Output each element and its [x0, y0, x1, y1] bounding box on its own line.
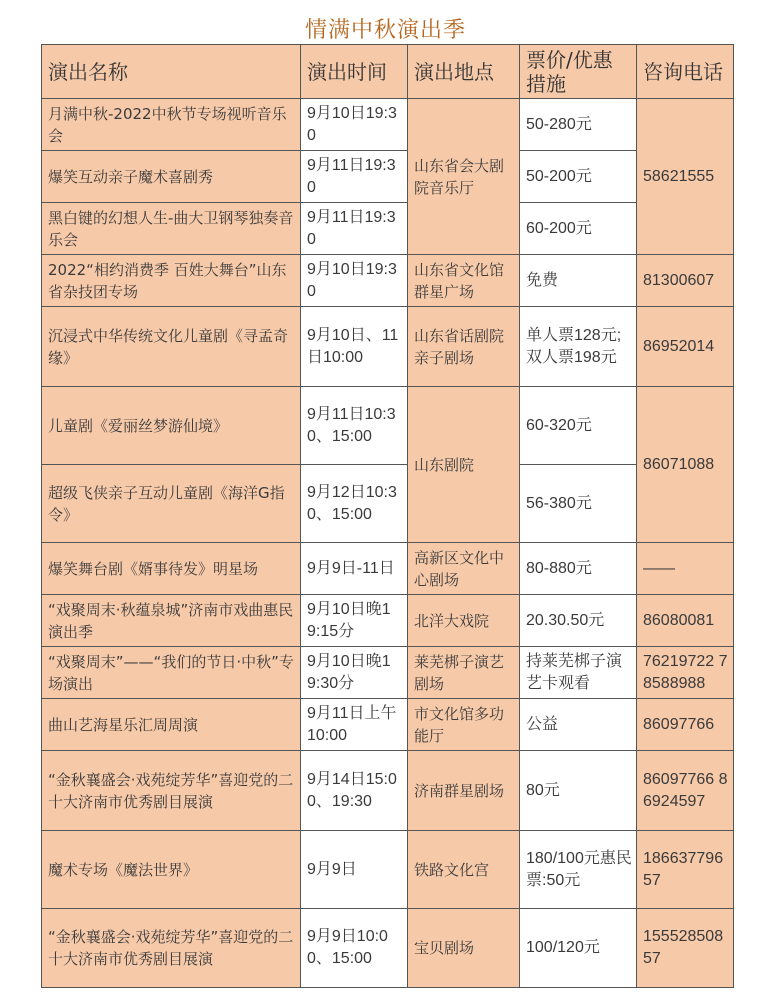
- show-name: 爆笑舞台剧《婿事待发》明星场: [42, 543, 301, 595]
- show-price: 50-280元: [520, 99, 637, 151]
- show-time: 9月11日10:30、15:00: [301, 387, 408, 465]
- show-phone: ——: [637, 543, 734, 595]
- show-name: 超级飞侠亲子互动儿童剧《海洋G指令》: [42, 465, 301, 543]
- table-row: [42, 307, 734, 387]
- show-phone: 81300607: [637, 255, 734, 307]
- table-row: [42, 909, 734, 988]
- show-name: 2022“相约消费季 百姓大舞台”山东省杂技团专场: [42, 255, 301, 307]
- show-price: 单人票128元;双人票198元: [520, 307, 637, 387]
- table-row: [42, 543, 734, 595]
- show-price: 持莱芜梆子演艺卡观看: [520, 647, 637, 699]
- show-time: 9月11日19:30: [301, 151, 408, 203]
- show-name: 黑白键的幻想人生-曲大卫钢琴独奏音乐会: [42, 203, 301, 255]
- show-phone: 18663779657: [637, 831, 734, 909]
- show-venue: 铁路文化宫: [408, 831, 520, 909]
- show-venue: 市文化馆多功能厅: [408, 699, 520, 751]
- show-price: 20.30.50元: [520, 595, 637, 647]
- table-row: [42, 595, 734, 647]
- show-name: 沉浸式中华传统文化儿童剧《寻孟奇缘》: [42, 307, 301, 387]
- show-name: 魔术专场《魔法世界》: [42, 831, 301, 909]
- show-time: 9月9日-11日: [301, 543, 408, 595]
- show-venue: 山东剧院: [408, 387, 520, 543]
- header-time: 演出时间: [301, 45, 408, 99]
- show-phone: 15552850857: [637, 909, 734, 988]
- table-row: [42, 151, 734, 203]
- show-phone: 76219722 78588988: [637, 647, 734, 699]
- table-row: [42, 699, 734, 751]
- show-venue: 山东省会大剧院音乐厅: [408, 99, 520, 255]
- table-row: [42, 647, 734, 699]
- show-venue: 北洋大戏院: [408, 595, 520, 647]
- show-venue: 山东省话剧院亲子剧场: [408, 307, 520, 387]
- page-title: 情满中秋演出季: [304, 18, 466, 43]
- show-phone: 58621555: [637, 99, 734, 255]
- show-price: 免费: [520, 255, 637, 307]
- show-time: 9月11日19:30: [301, 203, 408, 255]
- table-row: [42, 255, 734, 307]
- show-phone: 86097766 86924597: [637, 751, 734, 831]
- show-name: 爆笑互动亲子魔术喜剧秀: [42, 151, 301, 203]
- show-venue: 高新区文化中心剧场: [408, 543, 520, 595]
- show-time: 9月9日10:00、15:00: [301, 909, 408, 988]
- show-name: “金秋襄盛会·戏苑绽芳华”喜迎党的二十大济南市优秀剧目展演: [42, 751, 301, 831]
- header-price: 票价/优惠措施: [520, 45, 637, 99]
- show-price: 80-880元: [520, 543, 637, 595]
- performance-table: [41, 44, 734, 988]
- show-time: 9月11日上午10:00: [301, 699, 408, 751]
- show-time: 9月10日晚19:30分: [301, 647, 408, 699]
- table-row: [42, 751, 734, 831]
- show-phone: 86097766: [637, 699, 734, 751]
- show-price: 80元: [520, 751, 637, 831]
- show-time: 9月10日19:30: [301, 99, 408, 151]
- show-time: 9月10日19:30: [301, 255, 408, 307]
- show-time: 9月10日晚19:15分: [301, 595, 408, 647]
- table-row: [42, 99, 734, 151]
- show-time: 9月10日、11日10:00: [301, 307, 408, 387]
- show-name: “金秋襄盛会·戏苑绽芳华”喜迎党的二十大济南市优秀剧目展演: [42, 909, 301, 988]
- show-time: 9月9日: [301, 831, 408, 909]
- table-row: [42, 465, 734, 543]
- show-price: 56-380元: [520, 465, 637, 543]
- show-phone: 86071088: [637, 387, 734, 543]
- show-venue: 山东省文化馆群星广场: [408, 255, 520, 307]
- header-phone: 咨询电话: [637, 45, 734, 99]
- show-name: “戏聚周末”——“我们的节日·中秋”专场演出: [42, 647, 301, 699]
- table-row: [42, 831, 734, 909]
- show-name: 儿童剧《爱丽丝梦游仙境》: [42, 387, 301, 465]
- show-price: 100/120元: [520, 909, 637, 988]
- show-venue: 宝贝剧场: [408, 909, 520, 988]
- show-name: “戏聚周末·秋蕴泉城”济南市戏曲惠民演出季: [42, 595, 301, 647]
- show-price: 60-320元: [520, 387, 637, 465]
- show-venue: 济南群星剧场: [408, 751, 520, 831]
- show-price: 公益: [520, 699, 637, 751]
- show-venue: 莱芜梆子演艺剧场: [408, 647, 520, 699]
- table-row: [42, 203, 734, 255]
- show-time: 9月14日15:00、19:30: [301, 751, 408, 831]
- show-price: 60-200元: [520, 203, 637, 255]
- show-phone: 86080081: [637, 595, 734, 647]
- show-price: 50-200元: [520, 151, 637, 203]
- header-venue: 演出地点: [408, 45, 520, 99]
- show-name: 月满中秋-2022中秋节专场视听音乐会: [42, 99, 301, 151]
- table-header-row: [42, 45, 734, 99]
- show-phone: 86952014: [637, 307, 734, 387]
- header-name: 演出名称: [42, 45, 301, 99]
- show-name: 曲山艺海星乐汇周周演: [42, 699, 301, 751]
- show-price: 180/100元惠民票:50元: [520, 831, 637, 909]
- show-time: 9月12日10:30、15:00: [301, 465, 408, 543]
- table-row: [42, 387, 734, 465]
